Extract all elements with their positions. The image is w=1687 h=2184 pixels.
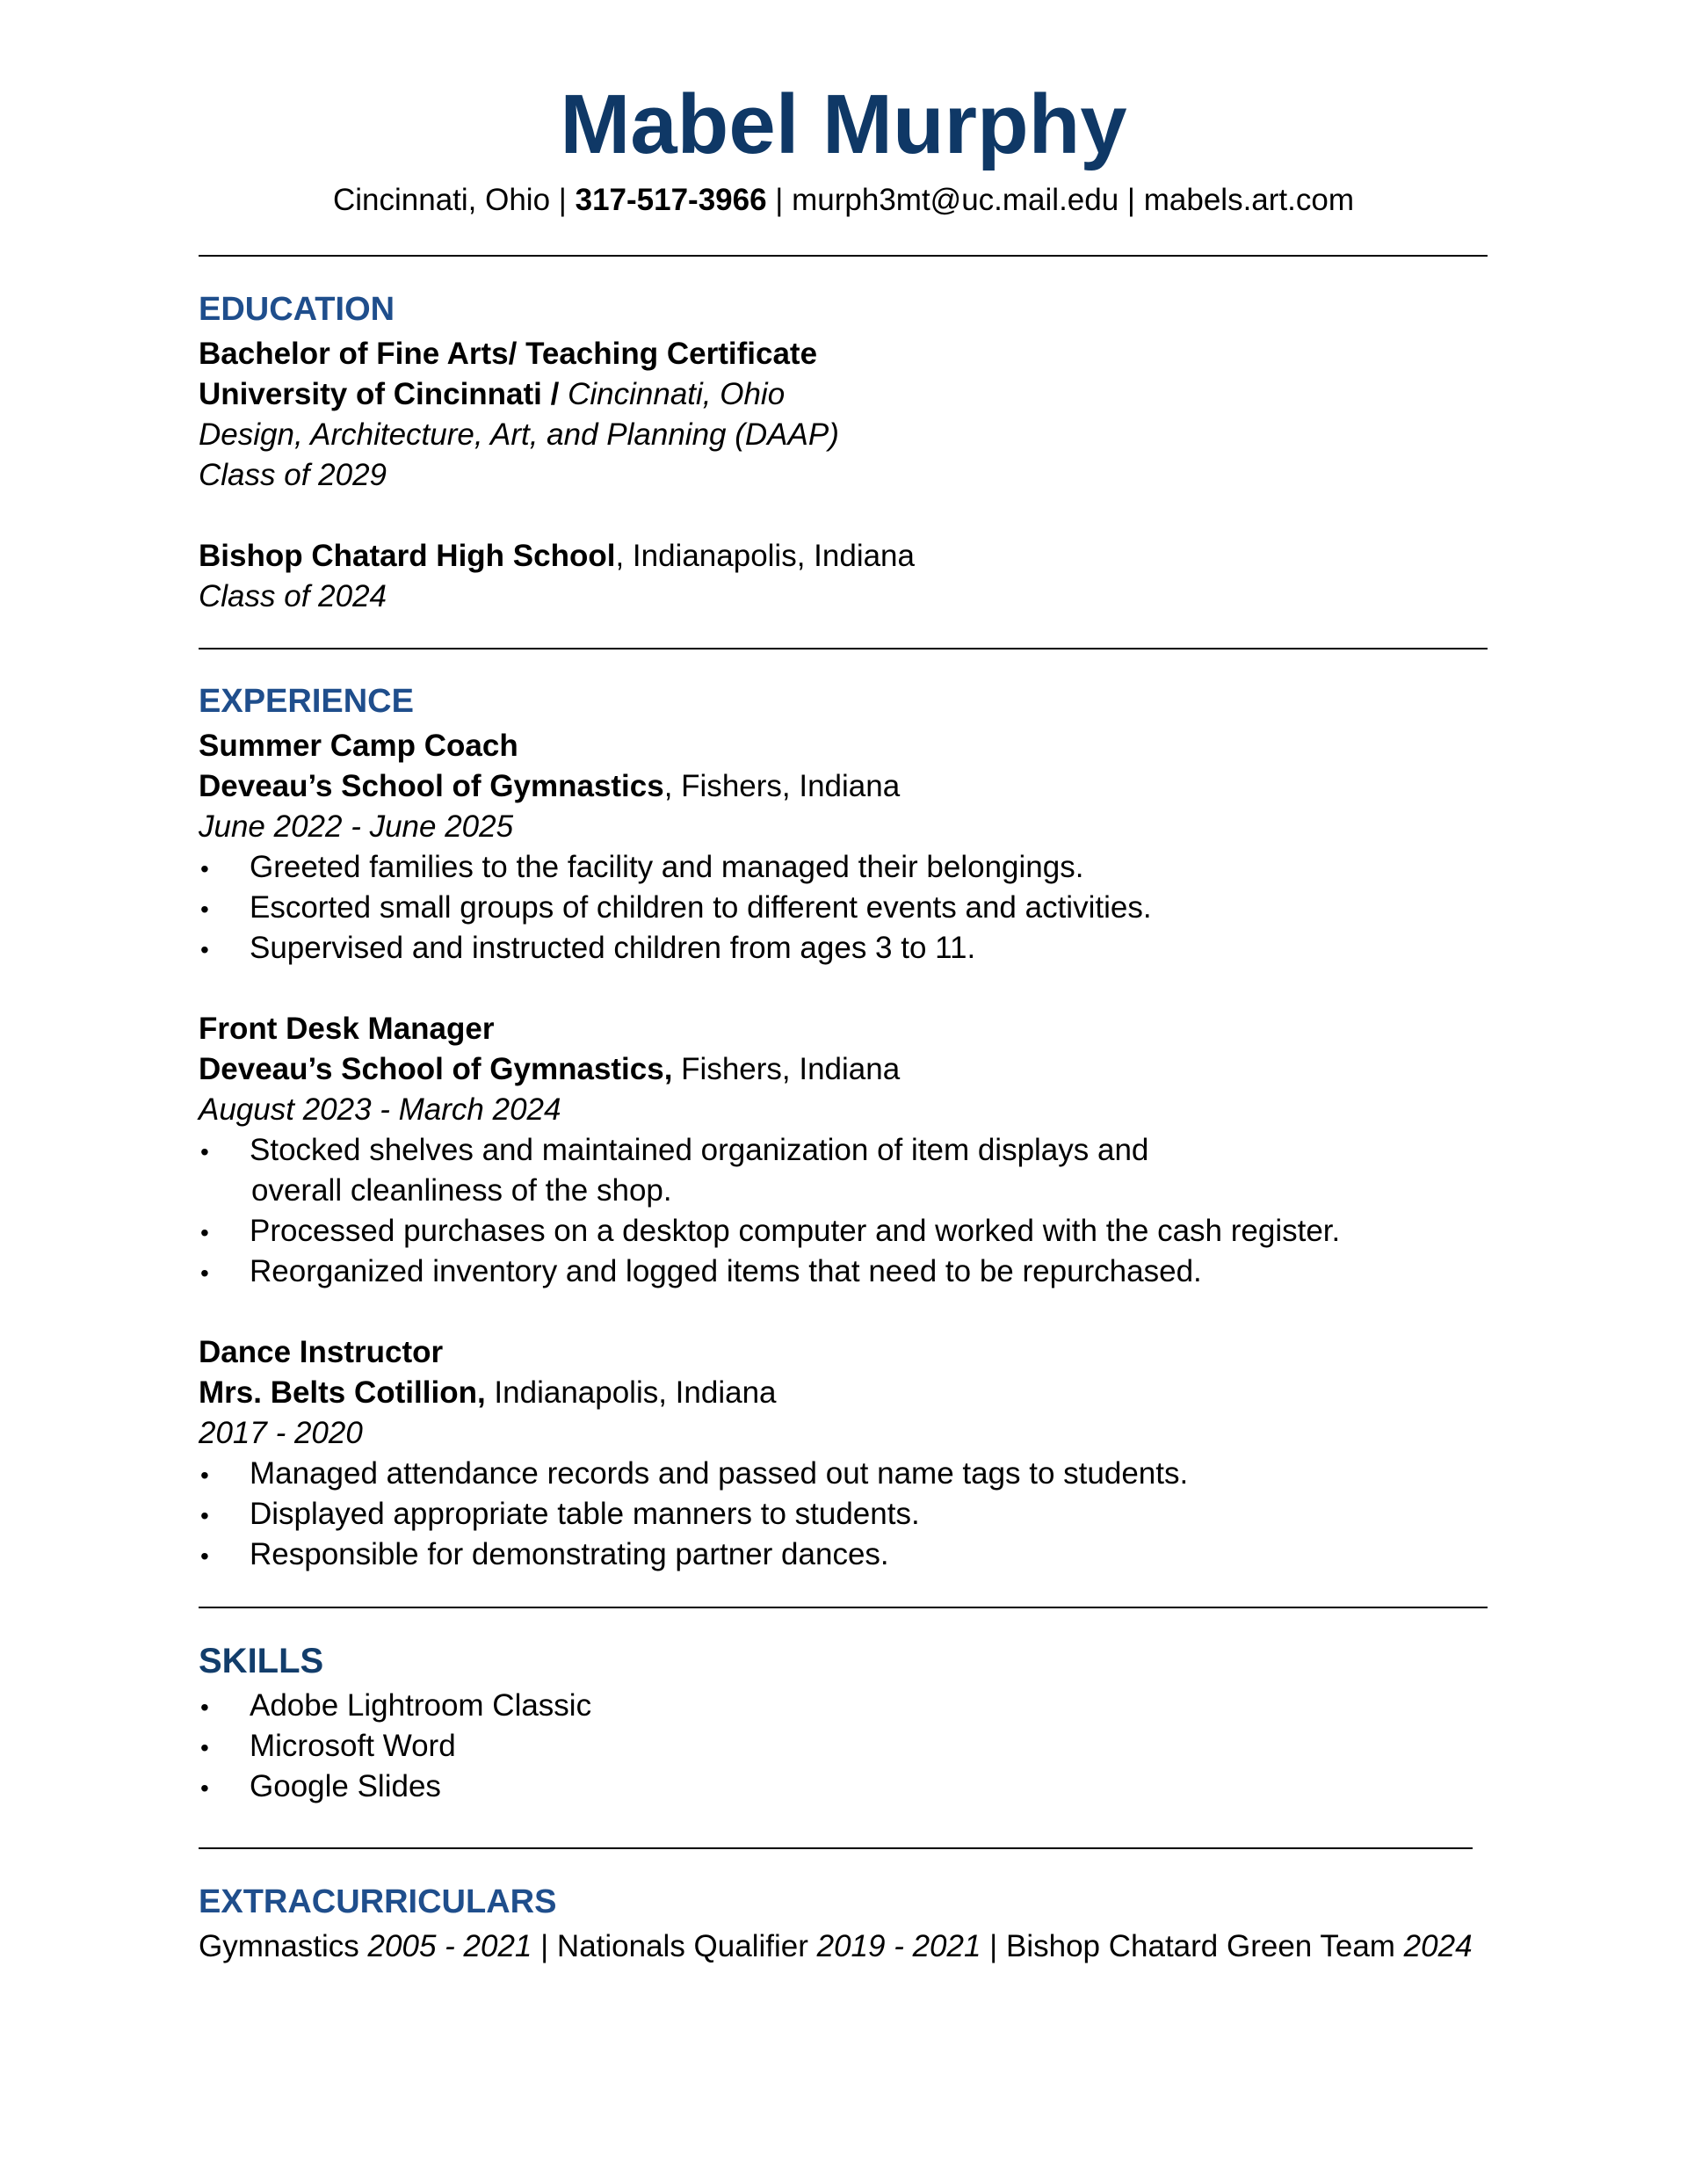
job-bullet: • Stocked shelves and maintained organization of item displays and — [199, 1130, 1488, 1171]
education-university-line — [199, 374, 1488, 415]
activity-separator: | — [981, 1929, 1006, 1963]
activity-name: Nationals Qualifier — [556, 1929, 817, 1963]
activity-years: 2005 - 2021 — [367, 1929, 532, 1963]
contact-separator: | — [550, 183, 576, 217]
job-entry — [199, 1332, 1488, 1575]
job-bullet: • Responsible for demonstrating partner dances. — [199, 1535, 1488, 1575]
job-bullet: • Reorganized inventory and logged items that need to be repurchased. — [199, 1252, 1488, 1292]
job-dates: August 2023 - March 2024 — [199, 1092, 561, 1127]
highschool-location: , Indianapolis, Indiana — [615, 539, 915, 573]
job-employer-line — [199, 1049, 1488, 1090]
activity-name: Gymnastics — [199, 1929, 368, 1963]
skill-item: • Google Slides — [199, 1767, 1488, 1807]
education-university-class: Class of 2029 — [199, 458, 387, 492]
job-bullet: • Displayed appropriate table manners to students. — [199, 1494, 1488, 1535]
education-degree: Bachelor of Fine Arts/ Teaching Certificate — [199, 337, 818, 371]
job-entry — [199, 726, 1488, 969]
activity-separator: | — [532, 1929, 557, 1963]
job-employer: Deveau’s School of Gymnastics, — [199, 1052, 673, 1086]
job-location: , Fishers, Indiana — [663, 769, 901, 803]
job-bullet-continuation: overall cleanliness of the shop. — [251, 1173, 672, 1208]
job-bullets — [199, 847, 1488, 969]
candidate-name: Mabel Murphy — [560, 77, 1127, 171]
job-bullet: • Managed attendance records and passed out name tags to students. — [199, 1454, 1488, 1494]
job-title: Summer Camp Coach — [199, 729, 518, 763]
university-name: University of Cincinnati — [199, 377, 542, 411]
job-title: Dance Instructor — [199, 1335, 444, 1369]
job-bullets — [199, 1130, 1488, 1292]
activity-name: Bishop Chatard Green Team — [1006, 1929, 1404, 1963]
job-dates: June 2022 - June 2025 — [199, 809, 514, 844]
job-employer: Mrs. Belts Cotillion, — [199, 1375, 486, 1410]
activity-years: 2024 — [1403, 1929, 1473, 1963]
activity-years: 2019 - 2021 — [816, 1929, 981, 1963]
job-location: Indianapolis, Indiana — [485, 1375, 777, 1410]
experience-section — [199, 677, 1488, 1575]
education-highschool-class: Class of 2024 — [199, 579, 387, 613]
skill-item: • Microsoft Word — [199, 1726, 1488, 1767]
contact-website: mabels.art.com — [1143, 183, 1354, 217]
university-location: Cincinnati, Ohio — [568, 377, 786, 411]
section-divider — [199, 1607, 1488, 1608]
section-divider — [199, 1847, 1473, 1849]
education-college: Design, Architecture, Art, and Planning (DAAP) — [199, 417, 839, 452]
job-employer-line — [199, 766, 1488, 807]
highschool-name: Bishop Chatard High School — [199, 539, 616, 573]
job-employer-line — [199, 1373, 1488, 1413]
skills-section — [199, 1636, 1488, 1807]
job-entry — [199, 1009, 1488, 1292]
section-divider — [199, 255, 1488, 257]
experience-heading: EXPERIENCE — [199, 683, 414, 720]
contact-email: murph3mt@uc.mail.edu — [792, 183, 1119, 217]
contact-separator: | — [1119, 183, 1144, 217]
contact-line — [0, 179, 1687, 221]
contact-separator: | — [766, 183, 793, 217]
skill-item: • Adobe Lightroom Classic — [199, 1686, 1488, 1726]
job-bullet: • Escorted small groups of children to different events and activities. — [199, 888, 1488, 928]
job-title: Front Desk Manager — [199, 1012, 495, 1046]
extracurriculars-heading: EXTRACURRICULARS — [199, 1883, 557, 1920]
job-bullet: • Greeted families to the facility and managed their belongings. — [199, 847, 1488, 888]
extracurriculars-section — [199, 1877, 1488, 1967]
contact-city: Cincinnati, Ohio — [332, 183, 551, 217]
skills-list — [199, 1686, 1488, 1807]
education-section — [199, 285, 1488, 617]
job-dates: 2017 - 2020 — [199, 1416, 363, 1450]
education-highschool-line — [199, 536, 1488, 577]
contact-phone: 317-517-3966 — [575, 183, 767, 217]
skills-heading: SKILLS — [199, 1642, 324, 1680]
job-bullets — [199, 1454, 1488, 1575]
education-heading: EDUCATION — [199, 291, 395, 328]
university-separator: / — [541, 377, 568, 411]
extracurriculars-line — [199, 1926, 1488, 1967]
job-location: Fishers, Indiana — [672, 1052, 901, 1086]
job-bullet: • Supervised and instructed children from ages 3 to 11. — [199, 928, 1488, 969]
job-bullet: • Processed purchases on a desktop computer and worked with the cash register. — [199, 1211, 1488, 1252]
section-divider — [199, 648, 1488, 649]
job-employer: Deveau’s School of Gymnastics — [199, 769, 664, 803]
